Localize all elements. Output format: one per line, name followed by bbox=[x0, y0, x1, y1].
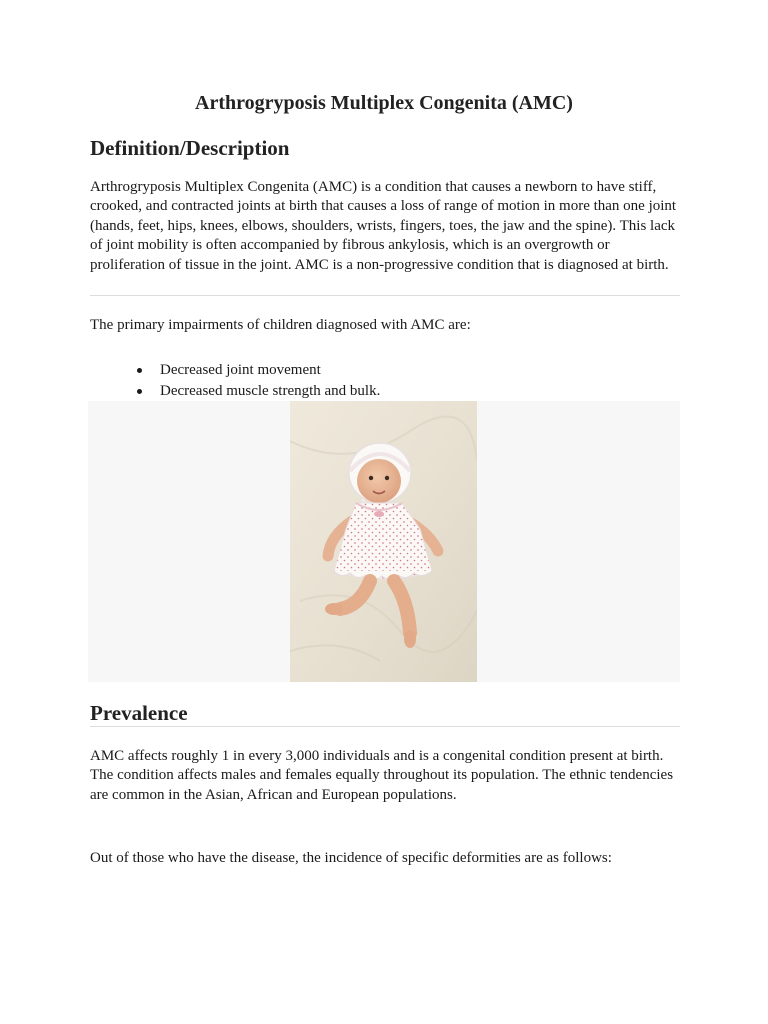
definition-paragraph: Arthrogryposis Multiplex Congenita (AMC) is a condition that causes a newborn to have stiff, crooked, and contracted joints at birth that causes a loss of range of motion in more than one joint (hands, feet, hips, knees, elbows, shoulders, wrists, fingers, toes, the jaw and the spine). This lack of joint mobility is often accompanied by fibrous ankylosis, which is an overgrowth or proliferation of tissue in the joint. AMC is a non-progressive condition that is diagnosed at birth. bbox=[90, 179, 677, 273]
section-divider bbox=[90, 726, 680, 727]
baby-photo bbox=[290, 401, 477, 682]
section-divider bbox=[90, 295, 680, 296]
bullet-icon bbox=[137, 389, 142, 394]
section-heading-definition: Definition/Description bbox=[90, 136, 290, 160]
section-heading-prevalence: Prevalence bbox=[90, 701, 188, 725]
impairments-list bbox=[90, 360, 680, 401]
list-item-text: Decreased joint movement bbox=[160, 362, 321, 378]
list-item bbox=[90, 360, 680, 381]
list-item-text: Decreased muscle strength and bulk. bbox=[160, 382, 381, 399]
prevalence-paragraph: AMC affects roughly 1 in every 3,000 individuals and is a congenital condition present at birth. The condition affects males and females equally throughout its population. The ethnic tendencies are common in the Asian, African and European populations. bbox=[90, 748, 674, 803]
deformities-intro-paragraph: Out of those who have the disease, the incidence of specific deformities are as follows: bbox=[90, 850, 612, 866]
page-title: Arthrogryposis Multiplex Congenita (AMC) bbox=[195, 92, 573, 114]
list-item bbox=[90, 381, 680, 402]
impairments-intro-paragraph: The primary impairments of children diagnosed with AMC are: bbox=[90, 317, 471, 333]
bullet-icon bbox=[137, 368, 142, 373]
baby-illustration bbox=[290, 401, 477, 682]
